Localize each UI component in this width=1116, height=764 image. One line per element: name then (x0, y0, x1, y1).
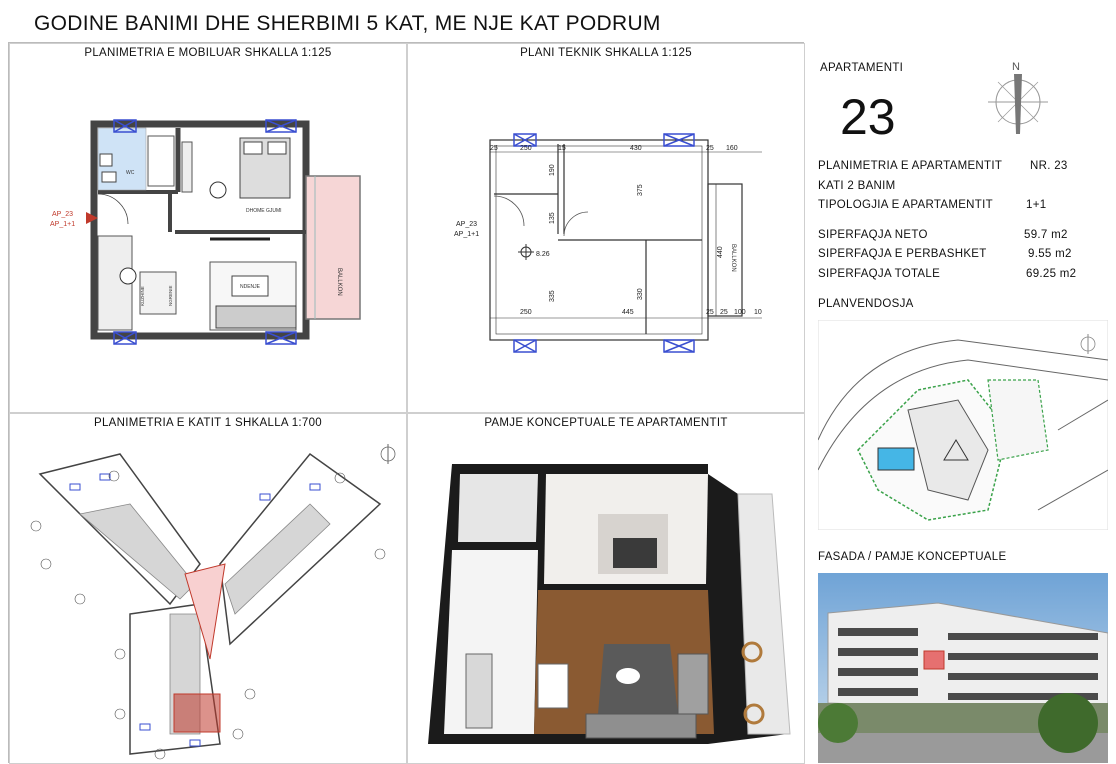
dim-13: 190 (549, 164, 556, 176)
floor-plan-title: PLANIMETRIA E KATIT 1 SHKALLA 1:700 (93, 417, 323, 429)
typology-label: TIPOLOGJIA E APARTAMENTIT (818, 199, 993, 211)
room-bedroom-label: DHOME GJUMI (246, 208, 282, 214)
dim-12: 10 (754, 309, 762, 316)
apartment-label: APARTAMENTI (820, 62, 904, 74)
concept-render-panel (407, 413, 805, 764)
plan-number: NR. 23 (1030, 160, 1068, 172)
north-arrow-icon (978, 52, 1058, 142)
floor-plan-drawing (10, 414, 407, 764)
drawing-frame (8, 42, 804, 763)
site-plan-image (818, 320, 1108, 530)
dim-2: 250 (520, 145, 532, 152)
dim-14: 135 (549, 212, 556, 224)
furnished-plan-panel (9, 43, 407, 413)
technical-ap-code: AP_23 (456, 221, 478, 228)
floor-plan-panel (9, 413, 407, 764)
dim-17: 330 (637, 288, 644, 300)
ap-code-label: AP_23 (52, 211, 74, 218)
dim-6: 160 (726, 145, 738, 152)
technical-plan-panel (407, 43, 805, 413)
floor-label: KATI 2 BANIM (818, 180, 896, 192)
area-common-label: SIPERFAQJA E PERBASHKET (818, 248, 987, 260)
area-total-value: 69.25 m2 (1026, 268, 1077, 280)
technical-plan-title: PLANI TEKNIK SHKALLA 1:125 (520, 47, 692, 59)
furnished-plan-drawing (10, 44, 407, 413)
ap-type-label: AP_1+1 (50, 221, 76, 228)
level-mark: 8.26 (536, 251, 550, 258)
dim-15: 335 (549, 290, 556, 302)
furnished-plan-title: PLANIMETRIA E MOBILUAR SHKALLA 1:125 (84, 47, 332, 59)
dim-10: 25 (720, 309, 728, 316)
facade-render-image (818, 573, 1108, 763)
area-net-label: SIPERFAQJA NETO (818, 229, 928, 241)
room-kitchen-label: KUZHINE (140, 286, 145, 306)
north-label: N (1012, 61, 1020, 73)
dim-3: 15 (558, 145, 566, 152)
concept-render-title: PAMJE KONCEPTUALE TE APARTAMENTIT (484, 417, 728, 429)
dim-16: 375 (637, 184, 644, 196)
document-title: GODINE BANIMI DHE SHERBIMI 5 KAT, ME NJE KAT PODRUM (34, 12, 661, 35)
area-common-value: 9.55 m2 (1028, 248, 1072, 260)
dim-4: 430 (630, 145, 642, 152)
plan-label: PLANIMETRIA E APARTAMENTIT (818, 160, 1003, 172)
dim-8: 445 (622, 309, 634, 316)
typology-value: 1+1 (1026, 199, 1047, 211)
dim-11: 100 (734, 309, 746, 316)
site-plan-label: PLANVENDOSJA (818, 298, 914, 310)
area-net-value: 59.7 m2 (1024, 229, 1068, 241)
dim-5: 25 (706, 145, 714, 152)
technical-ap-type: AP_1+1 (454, 231, 480, 238)
technical-balcony-label: BALLKON (730, 244, 736, 272)
room-living-label: NDENJE (240, 284, 261, 290)
dim-18: 440 (717, 246, 724, 258)
dim-7: 250 (520, 309, 532, 316)
apartment-number: 23 (840, 89, 896, 145)
dim-9: 25 (706, 309, 714, 316)
room-balcony-label: BALLKON (336, 268, 342, 296)
dim-1: 25 (490, 145, 498, 152)
room-wc-label: WC (126, 170, 135, 176)
technical-plan-drawing (408, 44, 805, 413)
area-total-label: SIPERFAQJA TOTALE (818, 268, 941, 280)
room-dining-label: NGRENIE (168, 285, 173, 306)
facade-label: FASADA / PAMJE KONCEPTUALE (818, 551, 1007, 563)
concept-render-image (408, 414, 805, 764)
